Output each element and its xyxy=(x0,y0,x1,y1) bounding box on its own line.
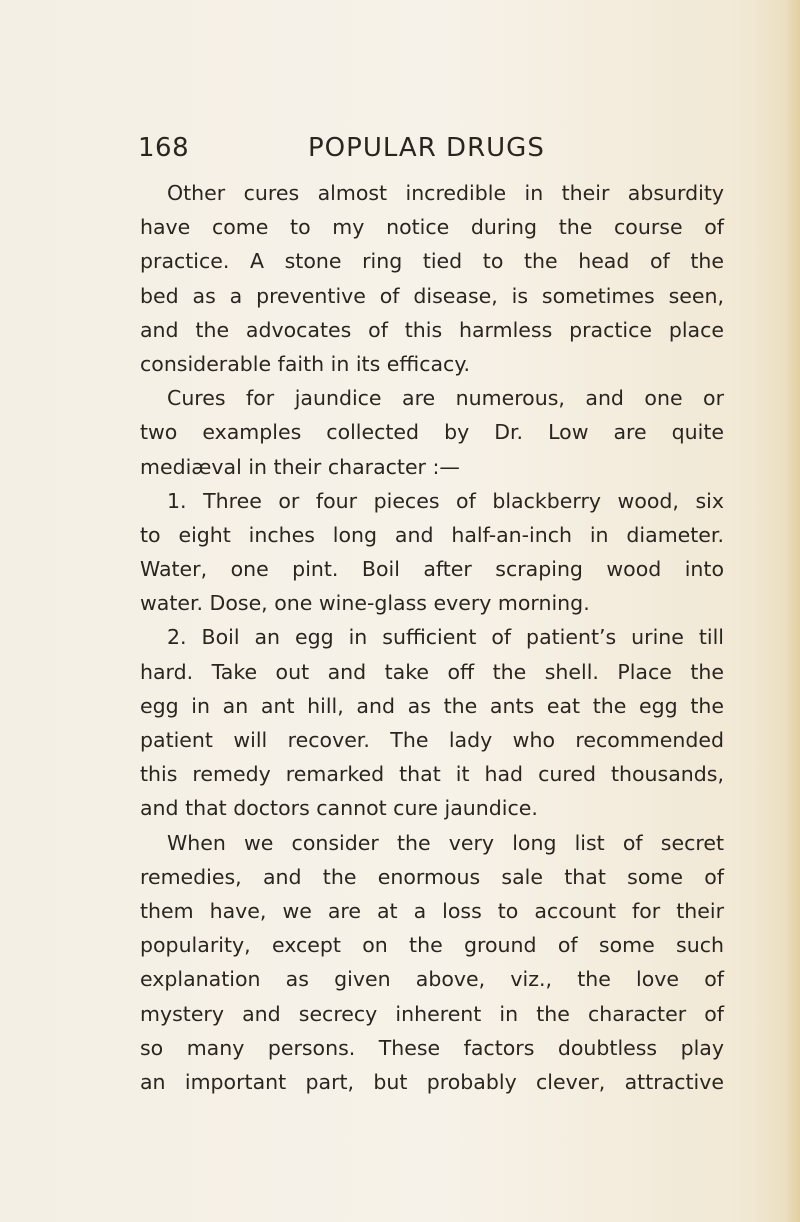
text-line: this remedy remarked that it had cured thousands, xyxy=(140,762,724,787)
text-line: them have, we are at a loss to account for their xyxy=(140,898,724,923)
body-text xyxy=(140,176,724,1099)
text-line: to eight inches long and half-an-inch in diameter. xyxy=(140,522,724,547)
text-line: mediæval in their character :— xyxy=(140,454,460,479)
page-edge xyxy=(786,0,800,1222)
text-line: Other cures almost incredible in their absurdity xyxy=(167,181,724,205)
text-line: Cures for jaundice are numerous, and one or xyxy=(167,386,724,411)
text-line: explanation as given above, viz., the love of xyxy=(140,967,724,992)
text-line: so many persons. These factors doubtless play xyxy=(140,1035,724,1060)
text-line: hard. Take out and take off the shell. Place the xyxy=(140,659,724,684)
text-line: mystery and secrecy inherent in the character of xyxy=(140,1001,724,1026)
text-line: two examples collected by Dr. Low are quite xyxy=(140,420,724,445)
text-line: When we consider the very long list of secret xyxy=(167,830,724,855)
text-line: water. Dose, one wine-glass every morning. xyxy=(140,591,590,616)
text-line: considerable faith in its efficacy. xyxy=(140,351,471,376)
text-line: Water, one pint. Boil after scraping wood into xyxy=(140,557,724,582)
running-title: POPULAR DRUGS xyxy=(308,133,545,163)
text-line: an important part, but probably clever, attractive xyxy=(140,1069,724,1094)
running-head xyxy=(138,126,698,170)
text-line: and the advocates of this harmless practice place xyxy=(140,317,724,342)
text-line: practice. A stone ring tied to the head of the xyxy=(140,249,724,274)
text-line: 2. Boil an egg in sufficient of patient’s urine till xyxy=(167,625,724,650)
text-line: popularity, except on the ground of some such xyxy=(140,933,724,958)
text-line: bed as a preventive of disease, is sometimes seen, xyxy=(140,283,724,308)
text-line: egg in an ant hill, and as the ants eat the egg the xyxy=(140,693,724,718)
text-line: and that doctors cannot cure jaundice. xyxy=(140,796,538,821)
text-line: have come to my notice during the course of xyxy=(140,215,724,240)
text-line: 1. Three or four pieces of blackberry wood, six xyxy=(167,488,724,513)
text-line: patient will recover. The lady who recommended xyxy=(140,728,724,752)
page-number: 168 xyxy=(138,133,190,163)
text-line: remedies, and the enormous sale that some of xyxy=(140,864,724,889)
